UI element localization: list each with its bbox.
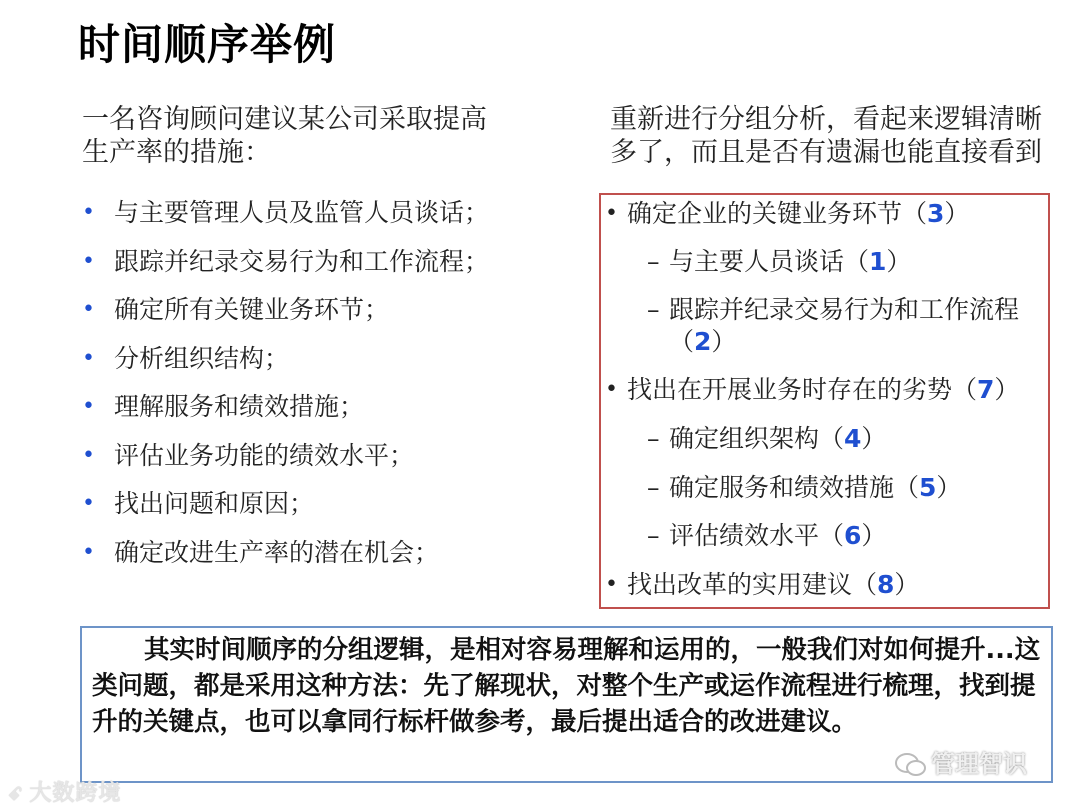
list-item: • 分析组织结构； <box>80 339 550 388</box>
group-item: • 确定企业的关键业务环节（3） <box>605 199 970 228</box>
right-intro: 重新进行分组分析，看起来逻辑清晰多了，而且是否有遗漏也能直接看到 <box>610 104 1042 168</box>
watermark-right: 管理智识 <box>895 744 1027 779</box>
dash-icon: – <box>647 424 660 453</box>
left-intro: 一名咨询顾问建议某公司采取提高生产率的措施： <box>82 104 487 168</box>
sub-item: – 评估绩效水平（6） <box>647 521 887 550</box>
list-item: • 评估业务功能的绩效水平； <box>80 436 550 485</box>
bullet-icon: • <box>82 297 95 322</box>
list-item: • 确定改进生产率的潜在机会； <box>80 533 550 582</box>
bullet-icon: • <box>82 442 95 468</box>
list-item: • 理解服务和绩效措施； <box>80 387 550 436</box>
dash-icon: – <box>647 521 660 550</box>
bullet-icon: • <box>82 539 95 565</box>
dash-icon: – <box>647 295 660 324</box>
left-bullet-list <box>80 193 550 581</box>
bullet-icon: • <box>82 248 95 274</box>
wechat-icon <box>895 752 927 778</box>
sub-item: – 与主要人员谈话（1） <box>647 247 912 276</box>
bullet-icon: • <box>605 377 618 402</box>
bullet-icon: • <box>605 201 618 226</box>
bullet-icon: • <box>605 572 618 597</box>
sub-item: – 确定组织架构（4） <box>647 424 887 453</box>
list-item: • 找出问题和原因； <box>80 484 550 533</box>
watermark-left: ꗃ 大数跨境 <box>8 781 122 806</box>
group-item: • 找出在开展业务时存在的劣势（7） <box>605 375 1020 404</box>
bullet-icon: • <box>82 200 95 225</box>
dash-icon: – <box>647 473 660 502</box>
group-item: • 找出改革的实用建议（8） <box>605 570 920 599</box>
list-item: • 跟踪并纪录交易行为和工作流程； <box>80 242 550 291</box>
bullet-icon: • <box>82 394 95 419</box>
sub-item: – 确定服务和绩效措施（5） <box>647 473 962 502</box>
list-item: • 与主要管理人员及监管人员谈话； <box>80 193 550 242</box>
dash-icon: – <box>647 247 660 276</box>
summary-text: 其实时间顺序的分组逻辑，是相对容易理解和运用的，一般我们对如何提升...这类问题，都是采用这种方法：先了解现状，对整个生产或运作流程进行梳理，找到提升的关键点，也可以拿同行标杆做参考，最后提出适合的改进建议。 <box>92 635 1041 737</box>
bullet-icon: • <box>82 491 95 516</box>
sub-item: – 跟踪并纪录交易行为和工作流程（2） <box>647 295 1020 356</box>
bullet-icon: • <box>82 345 95 371</box>
page-title: 时间顺序举例 <box>78 20 337 69</box>
brand-logo-icon: ꗃ <box>8 784 24 805</box>
list-item: • 确定所有关键业务环节； <box>80 290 550 339</box>
